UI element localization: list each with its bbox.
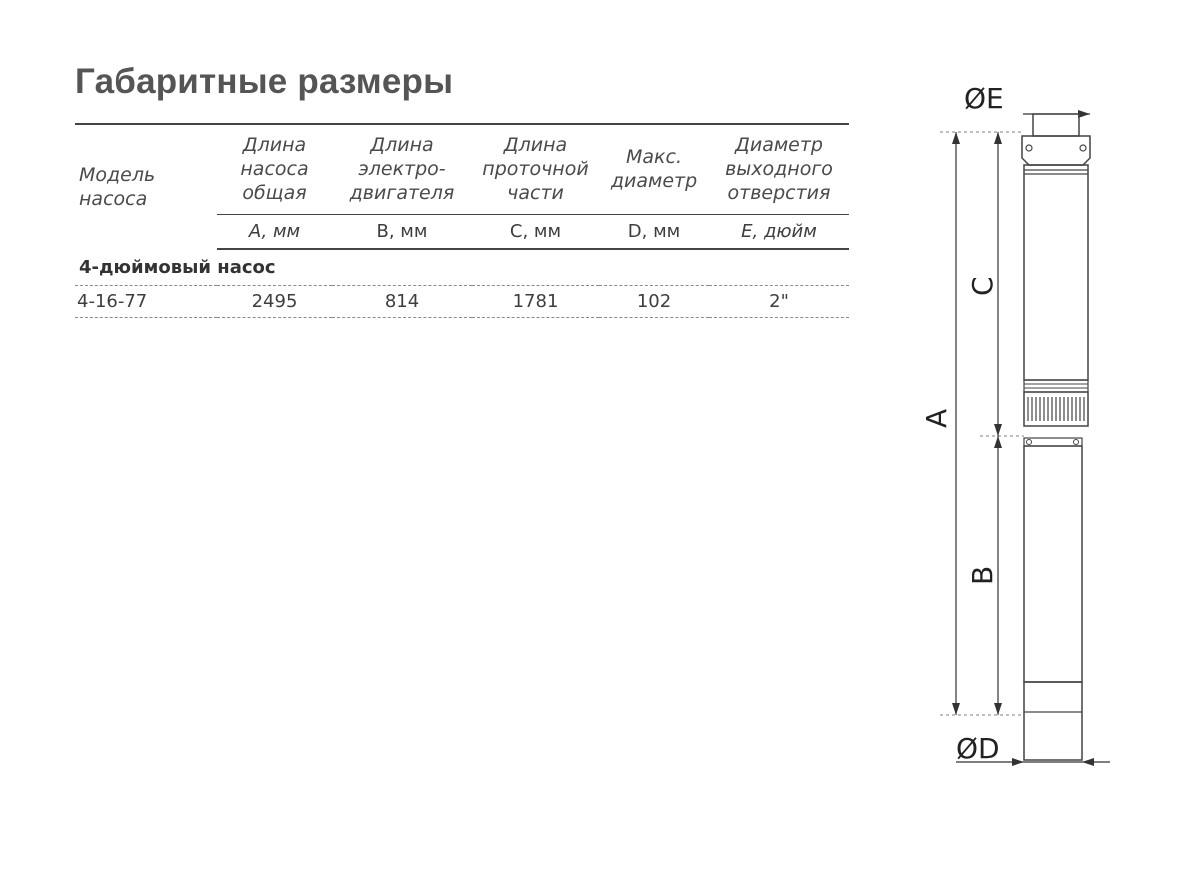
intake-slots — [1028, 397, 1084, 421]
discharge-head — [1022, 136, 1090, 165]
head-bolt-icon — [1080, 145, 1086, 151]
header-motor-length: Длина электро- двигателя — [332, 124, 472, 214]
head-bolt-icon — [1026, 145, 1032, 151]
unit-d: D, мм — [599, 214, 709, 249]
motor-bolt-icon — [1074, 440, 1079, 445]
d-arrow-icon — [1012, 758, 1024, 766]
table-row — [75, 285, 849, 317]
cell-c: 1781 — [472, 285, 599, 317]
unit-a: A, мм — [217, 214, 332, 249]
cell-a: 2495 — [217, 285, 332, 317]
label-c: C — [966, 276, 999, 296]
label-a: A — [920, 408, 953, 428]
motor-body — [1024, 446, 1082, 682]
unit-b: B, мм — [332, 214, 472, 249]
group-label: 4-дюймовый насос — [75, 249, 849, 285]
table-group-row — [75, 249, 849, 285]
unit-e: E, дюйм — [709, 214, 849, 249]
header-total-length: Длина насоса общая — [217, 124, 332, 214]
motor-bottom-cap — [1024, 682, 1082, 760]
cell-e: 2" — [709, 285, 849, 317]
table-header-row — [75, 124, 849, 214]
header-max-diameter: Макс. диаметр — [599, 124, 709, 214]
label-d: ØD — [956, 732, 1000, 765]
pump-dimension-drawing — [920, 70, 1120, 780]
d-arrow-icon — [1082, 758, 1094, 766]
page-title: Габаритные размеры — [75, 62, 454, 101]
cell-d: 102 — [599, 285, 709, 317]
dimensions-table — [75, 123, 849, 318]
header-flow-length: Длина проточной части — [472, 124, 599, 214]
pump-body — [1024, 165, 1088, 380]
header-model: Модель насоса — [75, 124, 217, 249]
e-arrow-icon — [1078, 110, 1090, 118]
label-b: B — [966, 565, 999, 585]
unit-c: C, мм — [472, 214, 599, 249]
cell-model: 4-16-77 — [75, 285, 217, 317]
header-outlet-diameter: Диаметр выходного отверстия — [709, 124, 849, 214]
outlet-nipple — [1033, 114, 1079, 136]
motor-bolt-icon — [1027, 440, 1032, 445]
label-e: ØE — [964, 82, 1004, 115]
cell-b: 814 — [332, 285, 472, 317]
